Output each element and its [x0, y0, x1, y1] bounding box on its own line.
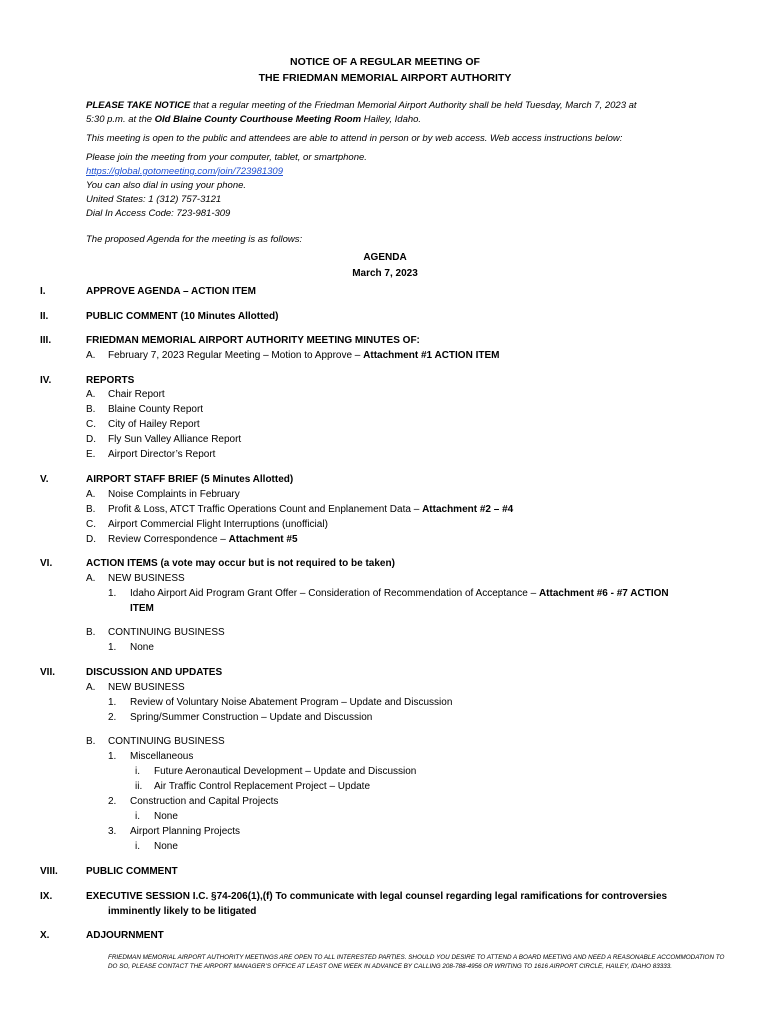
take-notice-text: that a regular meeting of the Friedman Memorial Airport Authority shall be held Tuesday, March 7, 2023 at — [190, 100, 637, 111]
item-title: AIRPORT STAFF BRIEF (5 Minutes Allotted) — [86, 474, 294, 485]
numbered-item-label: Idaho Airport Aid Program Grant Offer – Consideration of Recommendation of Acceptance – — [130, 588, 539, 599]
sub-item-letter: B. — [86, 627, 96, 638]
notice-title: NOTICE OF A REGULAR MEETING OF — [290, 56, 480, 68]
numbered-item-text — [130, 587, 669, 601]
sub-item-letter: D. — [86, 434, 96, 445]
attachment-label: Attachment #1 ACTION ITEM — [363, 350, 500, 361]
roman-item-text: None — [154, 841, 178, 852]
meeting-location: Old Blaine County Courthouse Meeting Room — [154, 114, 362, 125]
footer-line-1: FRIEDMAN MEMORIAL AIRPORT AUTHORITY MEETINGS ARE OPEN TO ALL INTERESTED PARTIES. SHOULD YOU DESIRE TO ATTEND A BOARD MEETING AND NEED A REASONABLE ACCOMMODATION TO — [108, 954, 725, 961]
footer-line-2: DO SO, PLEASE CONTACT THE AIRPORT MANAGER’S OFFICE AT LEAST ONE WEEK IN ADVANCE BY CALLING 208-788-4956 OR WRITING TO 1616 AIRPORT CIRCLE, HAILEY, IDAHO 83333. — [108, 963, 672, 970]
sub-item-text — [108, 349, 499, 363]
item-title: ACTION ITEMS (a vote may occur but is not required to be taken) — [86, 558, 395, 569]
roman-item-text: None — [154, 811, 178, 822]
notice-city: Hailey, Idaho. — [361, 114, 422, 125]
sub-item-letter: A. — [86, 389, 96, 400]
agenda-title: AGENDA — [363, 252, 407, 263]
item-number: i. — [135, 766, 140, 777]
sub-item-text: Blaine County Report — [108, 404, 204, 415]
item-number: 2. — [108, 712, 117, 723]
item-number: 1. — [108, 642, 117, 653]
sub-item-text: Airport Commercial Flight Interruptions (unofficial) — [108, 519, 328, 530]
open-meeting-note: This meeting is open to the public and attendees are able to attend in person or by web access. Web access instructions below: — [86, 133, 623, 144]
meeting-link[interactable]: https://global.gotomeeting.com/join/723981309 — [86, 166, 283, 177]
join-instructions: Please join the meeting from your computer, tablet, or smartphone. — [86, 152, 367, 163]
item-number: III. — [40, 335, 52, 346]
item-number: 1. — [108, 697, 117, 708]
notice-paragraph — [86, 99, 686, 127]
item-number: IV. — [40, 375, 52, 386]
sub-item-letter: A. — [86, 489, 96, 500]
attachment-label: Attachment #6 - #7 ACTION — [538, 588, 669, 599]
sub-item-letter: B. — [86, 736, 96, 747]
numbered-item-text: None — [130, 642, 154, 653]
item-title: PUBLIC COMMENT — [86, 866, 178, 877]
sub-item-letter: C. — [86, 519, 96, 530]
sub-item-text: Airport Director’s Report — [108, 449, 216, 460]
attachment-label-continued: ITEM — [130, 603, 154, 614]
agenda-date: March 7, 2023 — [352, 268, 418, 279]
sub-item-letter: A. — [86, 682, 96, 693]
sub-item-text: CONTINUING BUSINESS — [108, 736, 225, 747]
authority-title: THE FRIEDMAN MEMORIAL AIRPORT AUTHORITY — [258, 72, 512, 84]
take-notice-label: PLEASE TAKE NOTICE — [86, 100, 191, 111]
roman-item-text: Air Traffic Control Replacement Project – Update — [154, 781, 371, 792]
item-number: ii. — [135, 781, 143, 792]
sub-item-letter: C. — [86, 419, 96, 430]
item-number: I. — [40, 286, 46, 297]
item-number: II. — [40, 311, 49, 322]
item-number: 3. — [108, 826, 117, 837]
proposed-agenda-note: The proposed Agenda for the meeting is as follows: — [86, 234, 303, 245]
attachment-label: Attachment #5 — [228, 534, 298, 545]
item-number: 1. — [108, 751, 117, 762]
sub-item-text: Chair Report — [108, 389, 165, 400]
item-number: IX. — [40, 891, 53, 902]
item-number: 2. — [108, 796, 117, 807]
sub-item-letter: B. — [86, 404, 96, 415]
sub-item-label: Profit & Loss, ATCT Traffic Operations Count and Enplanement Data – — [108, 504, 423, 515]
sub-item-text: Fly Sun Valley Alliance Report — [108, 434, 242, 445]
notice-time: 5:30 p.m. at the — [86, 114, 155, 125]
item-number: VI. — [40, 558, 53, 569]
sub-item-letter: E. — [86, 449, 96, 460]
item-title: FRIEDMAN MEMORIAL AIRPORT AUTHORITY MEETING MINUTES OF: — [86, 335, 420, 346]
sub-item-letter: A. — [86, 573, 96, 584]
numbered-item-text: Airport Planning Projects — [130, 826, 241, 837]
item-number: VIII. — [40, 866, 58, 877]
item-number: V. — [40, 474, 49, 485]
sub-item-text: CONTINUING BUSINESS — [108, 627, 225, 638]
dial-instructions: You can also dial in using your phone. — [86, 180, 247, 191]
sub-item-label: February 7, 2023 Regular Meeting – Motion to Approve – — [108, 350, 364, 361]
meeting-link-row[interactable] — [86, 165, 686, 179]
numbered-item-text: Spring/Summer Construction – Update and Discussion — [130, 712, 373, 723]
sub-item-letter: A. — [86, 350, 96, 361]
item-number: i. — [135, 841, 140, 852]
numbered-item-text: Construction and Capital Projects — [130, 796, 279, 807]
item-title: ADJOURNMENT — [86, 930, 164, 941]
sub-item-text: NEW BUSINESS — [108, 573, 185, 584]
item-title: REPORTS — [86, 375, 135, 386]
phone-number: United States: 1 (312) 757-3121 — [86, 194, 222, 205]
accommodation-notice — [108, 953, 728, 971]
numbered-item-text: Review of Voluntary Noise Abatement Program – Update and Discussion — [130, 697, 453, 708]
sub-item-text: NEW BUSINESS — [108, 682, 185, 693]
sub-item-text: Noise Complaints in February — [108, 489, 240, 500]
item-title: APPROVE AGENDA – ACTION ITEM — [86, 286, 257, 297]
item-title: PUBLIC COMMENT (10 Minutes Allotted) — [86, 311, 279, 322]
item-title: DISCUSSION AND UPDATES — [86, 667, 223, 678]
item-title: EXECUTIVE SESSION I.C. §74-206(1),(f) To communicate with legal counsel regarding legal ramifications for controversies — [86, 891, 668, 902]
item-title-continued: imminently likely to be litigated — [108, 906, 257, 917]
sub-item-letter: B. — [86, 504, 96, 515]
roman-item-text: Future Aeronautical Development – Update and Discussion — [154, 766, 417, 777]
access-code: Dial In Access Code: 723-981-309 — [86, 208, 231, 219]
item-number: 1. — [108, 588, 117, 599]
sub-item-text: City of Hailey Report — [108, 419, 200, 430]
sub-item-label: Review Correspondence – — [108, 534, 229, 545]
sub-item-text — [108, 503, 513, 517]
sub-item-text — [108, 533, 298, 547]
attachment-label: Attachment #2 – #4 — [422, 504, 514, 515]
sub-item-letter: D. — [86, 534, 96, 545]
numbered-item-text: Miscellaneous — [130, 751, 194, 762]
item-number: i. — [135, 811, 140, 822]
item-number: X. — [40, 930, 50, 941]
item-number: VII. — [40, 667, 56, 678]
